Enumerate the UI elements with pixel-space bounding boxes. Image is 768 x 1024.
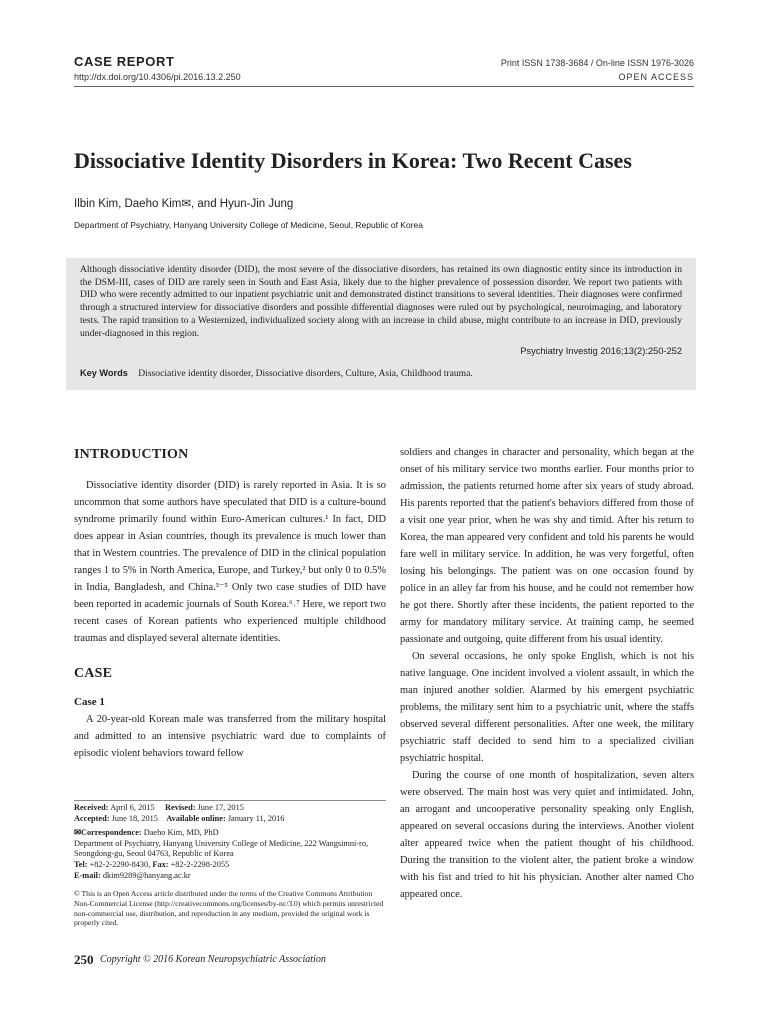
online-date: January 11, 2016	[227, 813, 285, 823]
journal-citation: Psychiatry Investig 2016;13(2):250-252	[520, 346, 682, 356]
correspondence-name: Daeho Kim, MD, PhD	[143, 828, 219, 838]
correspondence-address: Department of Psychiatry, Hanyang University College of Medicine, 222 Wangsimni-ro, Seongdong-gu, Seoul 04763, Republic of Korea	[74, 838, 369, 859]
page-number: 250	[74, 952, 94, 967]
email-row	[74, 871, 386, 882]
case-1-paragraph: A 20-year-old Korean male was transferred from the military hospital and admitted to an intensive psychiatric ward due to complaints of episodic violent behaviors toward fellow	[74, 714, 386, 759]
fax-number: +82-2-2298-2055	[170, 859, 230, 869]
received-row	[74, 803, 386, 814]
case-1-continued-paragraph: soldiers and changes in character and personality, which began at the onset of his military service two months earlier. Four months prior to admission, the patients returned home after six years of study abroad. His parents reported that the patient's behaviors differed from those of a visit one year prior, when he was shy and timid. After his return to Korea, the man appeared very confident and told his parents he would fare well in military service. In addition, he was very forgetful, often losing his belongings. The patient was on one occasion found by police in an alley far from his house, and he could not remember how he got there. Shortly after these incidents, the patient reported to the army for mandatory military service. At training camp, he seemed passionate and outgoing, quite different from his usual identity.	[400, 447, 694, 645]
received-label: Received:	[74, 803, 109, 812]
revised-date: June 17, 2015	[197, 803, 244, 812]
accepted-label: Accepted:	[74, 813, 110, 823]
introduction-paragraph: Dissociative identity disorder (DID) is rarely reported in Asia. It is so uncommon that some authors have speculated that DID is a culture-bound syndrome primarily found within Euro-American cultures.¹ In fact, DID does appear in Asian countries, though its prevalence is much lower than that in Western countries. The prevalence of DID in the clinical population ranges 1 to 5% in North America, Europe, and Turkey,² but only 0 to 0.5% in India, Bangladesh, and China.³⁻⁵ Only two case studies of DID have been reported in academic journals of South Korea.⁶˒⁷ Here, we report two recent cases of Korean patients who experienced multiple childhood traumas and displayed several alternate identities.	[74, 480, 386, 644]
doi-link[interactable]: http://dx.doi.org/10.4306/pi.2016.13.2.250	[74, 72, 241, 82]
accepted-date: June 18, 2015	[111, 813, 158, 823]
header-divider	[74, 86, 694, 87]
case-1-english-paragraph: On several occasions, he only spoke English, which is not his native language. One incident involved a violent assault, in which the man injured another soldier. Alarmed by his emergent psychiatric problems, the military sent him to a psychiatric unit, where the staffs observed several different personalities. After one week, the military psychiatric staff decided to send him to a specialized civilian psychiatric hospital.	[400, 651, 694, 764]
email-address[interactable]: dkim9289@hanyang.ac.kr	[102, 870, 191, 880]
accepted-row	[74, 814, 386, 825]
keywords-text: Dissociative identity disorder, Dissociative disorders, Culture, Asia, Childhood trauma.	[138, 368, 473, 379]
online-label: Available online:	[166, 813, 226, 823]
affiliation: Department of Psychiatry, Hanyang University College of Medicine, Seoul, Republic of Korea	[74, 220, 423, 230]
tel-label: Tel:	[74, 859, 88, 869]
received-date: April 6, 2015	[110, 803, 155, 812]
case-1-heading: Case 1	[74, 696, 105, 708]
correspondence-row	[74, 828, 386, 839]
author-list: Ilbin Kim, Daeho Kim✉, and Hyun-Jin Jung	[74, 198, 294, 210]
case-1-alters-paragraph: During the course of one month of hospitalization, seven alters were observed. The main host was very quiet and intimidated. John, an arrogant and uncooperative personality speaking only English, appeared on several occasions during the interviews. Another violent alter appeared twice when the patient thought of his childhood. During the transition to the violent alter, the patient broke a window with his fist and tried to hit his physician. Another alter named Cho appeared once.	[400, 770, 694, 900]
keywords-row	[80, 368, 682, 379]
revised-label: Revised:	[165, 803, 196, 812]
tel-number: +82-2-2290-8430,	[89, 859, 151, 869]
fax-label: Fax:	[152, 859, 169, 869]
issn-text: Print ISSN 1738-3684 / On-line ISSN 1976-3026	[500, 58, 694, 68]
abstract-box	[66, 258, 696, 390]
open-access-label: OPEN ACCESS	[618, 72, 694, 82]
contact-row	[74, 860, 386, 871]
right-column	[400, 444, 694, 903]
correspondence-label: ✉Correspondence:	[74, 828, 142, 838]
left-column	[74, 446, 386, 762]
abstract-text: Although dissociative identity disorder (DID), the most severe of the dissociative disorders, has retained its own diagnostic entity since its introduction in the DSM-III, cases of DID are rarely seen in South and East Asia, likely due to the higher prevalence of possession disorder. We report two patients with DID who were recently admitted to our inpatient psychiatric unit and demonstrated distinct transitions to several identities. Their diagnoses were confirmed through a structured interview for dissociative disorders and possible differential diagnoses were ruled out by psychological, neuroimaging, and laboratory tests. The rapid transition to a Westernized, individualized society along with an increase in child abuse, might contribute to an increase in DID, previously under-diagnosed in this region.	[80, 264, 682, 339]
keywords-label: Key Words	[80, 368, 128, 378]
introduction-heading: INTRODUCTION	[74, 447, 189, 462]
article-title: Dissociative Identity Disorders in Korea: Two Recent Cases	[74, 148, 632, 173]
email-label: E-mail:	[74, 870, 101, 880]
footnotes	[74, 803, 386, 881]
copyright-notice: Copyright © 2016 Korean Neuropsychiatric Association	[100, 954, 326, 965]
license-text: © This is an Open Access article distributed under the terms of the Creative Commons Attribution Non-Commercial License (http://creativecommons.org/licenses/by-nc/3.0) which permits unrestricted non-commercial use, distribution, and reproduction in any medium, provided the original work is properly cited.	[74, 889, 384, 928]
footnote-divider	[74, 800, 386, 801]
case-heading: CASE	[74, 666, 113, 681]
case-report-label: CASE REPORT	[74, 54, 175, 69]
